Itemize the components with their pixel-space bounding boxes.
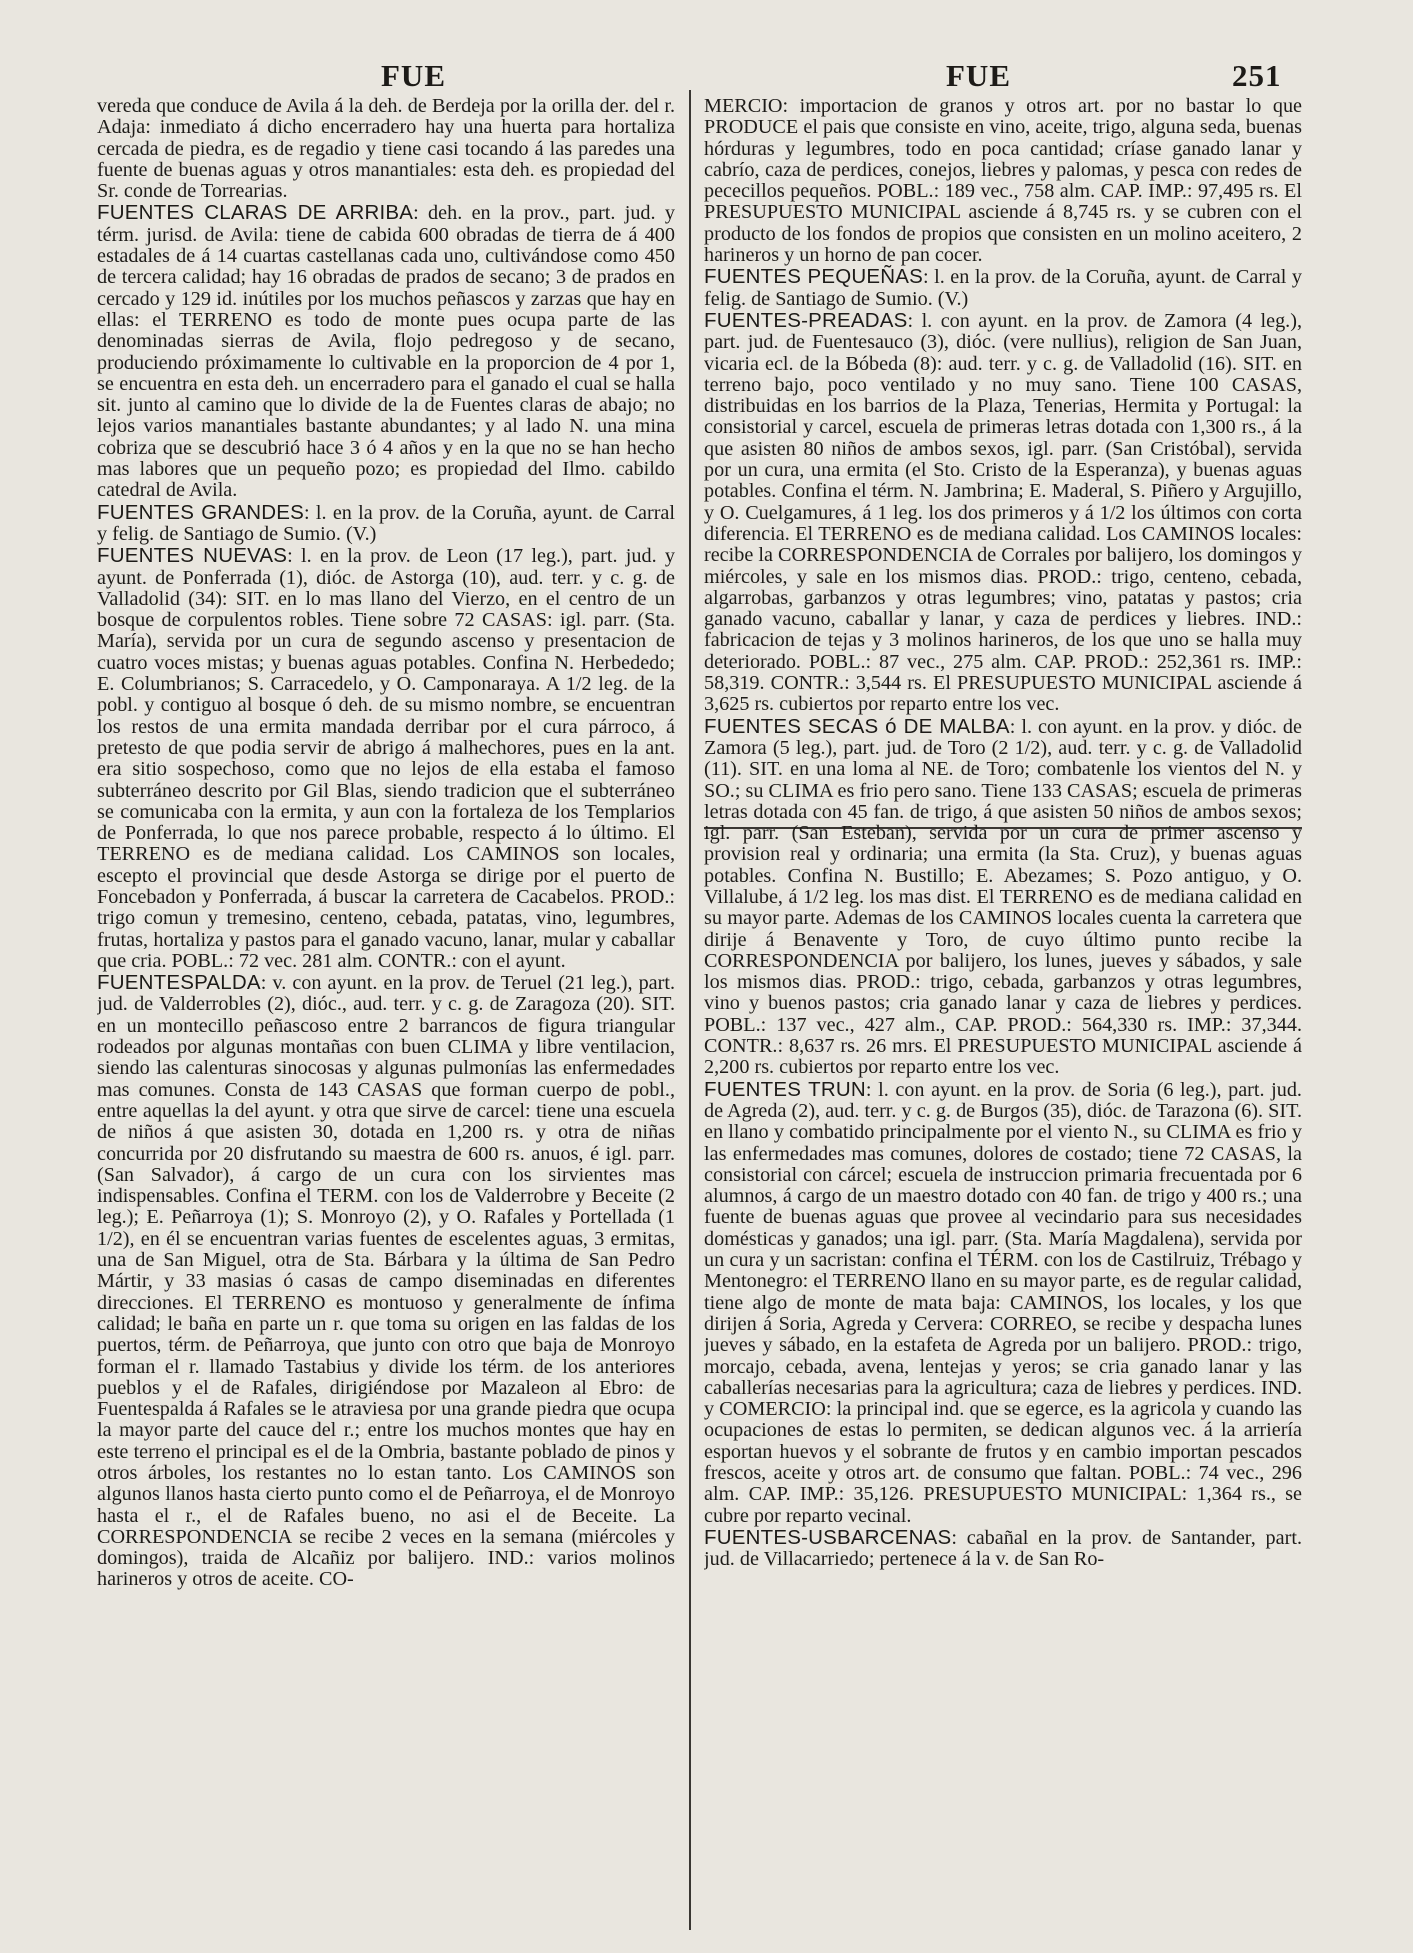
right-column xyxy=(704,96,1302,1931)
entry-headword: FUENTES TRUN xyxy=(704,1077,866,1101)
dictionary-entry xyxy=(97,502,675,546)
entry-body: : l. en la prov. de la Coruña, ayunt. de Carral y felig. de Santiago de Sumio. (V.) xyxy=(97,501,675,545)
running-head-left: FUE xyxy=(381,58,446,93)
dictionary-entry xyxy=(97,972,675,1591)
entry-headword: FUENTES NUEVAS xyxy=(97,544,288,568)
entry-headword: FUENTES SECAS ó DE MALBA xyxy=(704,714,1010,738)
entry-body: : cabañal en la prov. de Santander, part. jud. de Villacarriedo; pertenece á la v. de San Ro- xyxy=(704,1526,1302,1571)
entry-headword: FUENTES-USBARCENAS xyxy=(704,1525,952,1549)
dictionary-entry xyxy=(704,310,1302,716)
entry-headword: FUENTES-PREADAS xyxy=(704,308,908,332)
page-header xyxy=(0,58,1413,98)
entry-headword: FUENTES GRANDES xyxy=(97,500,304,524)
entry-body: : l. con ayunt. en la prov. de Zamora (4 leg.), part. jud. de Fuentesauco (3), dióc. (vere nullius), religion de San Juan, vicaria ecl. de la Bóbeda (8): aud. terr. y c. g. de Valladolid (16). SIT. en terreno bajo, poco ventilado y no muy sano. Tiene 100 CASAS, distribuidas en los barrios de la Plaza, Tenerias, Hermita y Portugal: la consistorial y carcel, escuela de primeras letras dotada con 1,300 rs., á la que asisten 80 niños de ambos sexos, igl. parr. (San Cristóbal), servida por un cura, una ermita (el Sto. Cristo de la Esperanza), y buenas aguas potables. Confina el térm. N. Jambrina; E. Maderal, S. Piñero y Argujillo, y O. Cuelgamures, á 1 leg. los dos primeros y á 1/2 los últimos con corta diferencia. El TERRENO es de mediana calidad. Los CAMINOS locales: recibe la CORRESPONDENCIA de Corrales por balijero, los domingos y miércoles, y sale en los mismos dias. PROD.: trigo, centeno, cebada, algarrobas, garbanzos y otras legumbres; vino, patatas y pastos; cria ganado vacuno, caballar y lanar, y caza de perdices y liebres. IND.: fabricacion de tejas y 3 molinos harineros, de los que uno se halla muy deteriorado. POBL.: 87 vec., 275 alm. CAP. PROD.: 252,361 rs. IMP.: 58,319. CONTR.: 3,544 rs. El PRESUPUESTO MUNICIPAL asciende á 3,625 rs. cubiertos por reparto entre los vec. xyxy=(704,309,1302,716)
dictionary-entry xyxy=(704,1527,1302,1571)
entry-body: : l. con ayunt. en la prov. y dióc. de Zamora (5 leg.), part. jud. de Toro (2 1/2), aud. terr. y c. g. de Valladolid (11). SIT. en una loma al NE. de Toro; combatenle los vientos del N. y SO.; su CLIMA es frio pero sano. Tiene 133 CASAS; escuela de primeras letras dotada con 45 fan. de trigo, á que asisten 50 niños de ambos sexos; igl. parr. (San Esteban), servida por un cura de primer ascenso y provision real y ordinaria; una ermita (la Sta. Cruz), y buenas aguas potables. Confina N. Bustillo; E. Abezames; S. Pozo antiguo, y O. Villalube, á 1/2 leg. los mas dist. El TERRENO es de mediana calidad en su mayor parte. Ademas de los CAMINOS locales cuenta la carretera que dirije á Benavente y Toro, de cuyo último punto recibe la CORRESPONDENCIA por balijero, los lunes, jueves y sábados, y sale los mismos dias. PROD.: trigo, cebada, garbanzos y otras legumbres, vino y buenos pastos; cria ganado lanar y caza de liebres y perdices. POBL.: 137 vec., 427 alm., CAP. PROD.: 564,330 rs. IMP.: 37,344. CONTR.: 8,637 rs. 26 mrs. El PRESUPUESTO MUNICIPAL asciende á 2,200 rs. cubiertos por reparto entre los vec. xyxy=(704,715,1302,1079)
dictionary-entry xyxy=(704,1079,1302,1527)
running-head-right: FUE xyxy=(946,58,1011,93)
entry-headword: FUENTESPALDA xyxy=(97,971,261,995)
entry-body: : l. en la prov. de la Coruña, ayunt. de Carral y felig. de Santiago de Sumio. (V.) xyxy=(704,266,1302,310)
dictionary-entry xyxy=(704,266,1302,310)
continued-text: MERCIO: importacion de granos y otros art. por no bastar lo que PRODUCE el pais que consiste en vino, aceite, trigo, alguna seda, buenas hórduras y legumbres, todo en poca cantidad; críase ganado lanar y cabrío, caza de perdices, conejos, liebres y palomas, y pesca con redes de pececillos pequeños. POBL.: 189 vec., 758 alm. CAP. IMP.: 97,495 rs. El PRESUPUESTO MUNICIPAL asciende á 8,745 rs. y se cubren con el producto de los fondos de propios que consisten en un molino aceitero, 2 harineros y un horno de pan cocer. xyxy=(704,96,1302,267)
entry-body: : v. con ayunt. en la prov. de Teruel (21 leg.), part. jud. de Valderrobles (2), dióc., aud. terr. y c. g. de Zaragoza (20). SIT. en un montecillo peñascoso entre 2 barrancos de figura triangular rodeados por algunas montañas con buen CLIMA y libre ventilacion, siendo las calenturas sinocosas y algunas pulmonías las enfermedades mas comunes. Consta de 143 CASAS que forman cuerpo de pobl., entre aquellas la del ayunt. y otra que sirve de carcel: tiene una escuela de niños á que asisten 30, dotada en 1,200 rs. y otra de niñas concurrida por 20 disfrutando su maestra de 600 rs. anuos, é igl. parr. (San Salvador), á cargo de un cura con los sirvientes mas indispensables. Confina el TERM. con los de Valderrobre y Beceite (2 leg.); E. Peñarroya (1); S. Monroyo (2), y O. Rafales y Portellada (1 1/2), en él se encuentran varias fuentes de escelentes aguas, 3 ermitas, una de San Miguel, otra de Sta. Bárbara y la última de San Pedro Mártir, y 33 masias ó casas de campo diseminadas en diferentes direcciones. El TERRENO es montuoso y generalmente de ínfima calidad; le baña en parte un r. que toma su origen en las faldas de los puertos, térm. de Peñarroya, que junto con otro que baja de Monroyo forman el r. llamado Tastabius y divide los térm. de los anteriores pueblos y el de Rafales, dirigiéndose por Mazaleon al Ebro: de Fuentespalda á Rafales se le atraviesa por una grande piedra que ocupa la mayor parte del cauce del r.; entre los muchos montes que hay en este terreno el principal es el de la Ombria, bastante poblado de pinos y otros árboles, los restantes no lo estan tanto. Los CAMINOS son algunos llanos hasta cierto punto como el de Peñarroya, el de Monroyo hasta el r., el de Rafales bueno, no asi el de Beceite. La CORRESPONDENCIA se recibe 2 veces en la semana (miércoles y domingos), traida de Alcañiz por balijero. IND.: varios molinos harineros y otros de aceite. CO- xyxy=(97,972,675,1591)
entry-body: : deh. en la prov., part. jud. y térm. jurisd. de Avila: tiene de cabida 600 obradas de tierra de á 400 estadales de á 14 cuartas castellanas cada uno, cultivándose como 450 de tercera calidad; hay 16 obradas de prados de secano; 3 de prados en cercado y 129 id. inútiles por los muchos peñascos y zarzas que hay en ellas: el TERRENO es todo de monte pues ocupa parte de las denominadas sierras de Avila, flojo pedregoso y de secano, produciendo próximamente lo cultivable en la proporcion de 4 por 1, se encuentra en esta deh. un encerradero para el ganado el cual se halla sit. junto al camino que lo divide de la de Fuentes claras de abajo; no lejos varios manantiales bastante abundantes; y al lado N. una mina cobriza que se descubrió hace 3 ó 4 años y en la que no se han hecho mas labores que un pequeño pozo; es propiedad del Ilmo. cabildo catedral de Avila. xyxy=(97,202,675,502)
dictionary-entry xyxy=(97,202,675,501)
continued-text: vereda que conduce de Avila á la deh. de Berdeja por la orilla der. del r. Adaja: inmediato á dicho encerradero hay una huerta para hortaliza cercada de piedra, es de regadio y tiene casi tocando á las paredes una fuente de buenas aguas y otros manantiales: esta deh. es propiedad del Sr. conde de Torrearias. xyxy=(97,96,675,203)
entry-headword: FUENTES PEQUEÑAS xyxy=(704,265,923,289)
left-column xyxy=(97,96,675,1931)
dictionary-entry xyxy=(704,716,1302,1079)
entry-headword: FUENTES CLARAS DE ARRIBA xyxy=(97,201,414,225)
entry-body: : l. con ayunt. en la prov. de Soria (6 leg.), part. jud. de Agreda (2), aud. terr. y c. g. de Burgos (35), dióc. de Tarazona (6). SIT. en llano y combatido principalmente por el viento N., su CLIMA es frio y las enfermedades mas comunes, dolores de costado; tiene 72 CASAS, la consistorial con cárcel; escuela de instruccion primaria frecuentada por 6 alumnos, á cargo de un maestro dotado con 40 fan. de trigo y 400 rs.; una fuente de buenas aguas que provee al vecindario para sus necesidades domésticas y ganados; una igl. parr. (Sta. María Magdalena), servida por un cura y un sacristan: confina el TÉRM. con los de Castilruiz, Trébago y Mentonegro: el TERRENO llano en su mayor parte, es de regular calidad, tiene algo de monte de mata baja: CAMINOS, los locales, y los que dirijen á Soria, Agreda y Cervera: CORREO, se recibe y despacha lunes jueves y sábado, en la estafeta de Agreda por un balijero. PROD.: trigo, morcajo, cebada, avena, lentejas y yeros; se cria ganado lanar y las caballerías necesarias para la agricultura; caza de liebres y perdices. IND. y COMERCIO: la principal ind. que se egerce, es la agricola y cuando las ocupaciones de estas lo permiten, se dedican algunos vec. á la arriería esportan huevos y el sobrante de frutos y en cambio importan pescados frescos, aceite y otros art. de consumo que faltan. POBL.: 74 vec., 296 alm. CAP. IMP.: 35,126. PRESUPUESTO MUNICIPAL: 1,364 rs., se cubre por reparto vecinal. xyxy=(704,1078,1302,1527)
entry-body: : l. en la prov. de Leon (17 leg.), part. jud. y ayunt. de Ponferrada (1), dióc. de Astorga (10), aud. terr. y c. g. de Valladolid (34): SIT. en lo mas llano del Vierzo, en el centro de un bosque de corpulentos robles. Tiene sobre 72 CASAS: igl. parr. (Sta. María), servida por un cura de segundo ascenso y presentacion de cuatro voces mistas; y buenas aguas potables. Confina N. Herbededo; E. Columbrianos; S. Carracedelo, y O. Camponaraya. A 1/2 leg. de la pobl. y contiguo al bosque ó deh. de su mismo nombre, se encuentran los restos de una ermita mandada derribar por el cura párroco, á pretesto de que podia servir de abrigo á malhechores, pues en la ant. era sitio sospechoso, como que no lejos de ella estaba el famoso subterráneo descrito por Gil Blas, siendo tradicion que el subterráneo se comunicaba con la ermita, y aun con la fortaleza de los Templarios de Ponferrada, lo que nos parece probable, respecto á lo último. El TERRENO es de mediana calidad. Los CAMINOS son locales, escepto el provincial que desde Astorga se dirige por el puerto de Foncebadon y Ponferrada, á buscar la carretera de Cacabelos. PROD.: trigo comun y tremesino, centeno, cebada, patatas, vino, legumbres, frutas, hortaliza y pastos para el ganado vacuno, lanar, mular y caballar que cria. POBL.: 72 vec. 281 alm. CONTR.: con el ayunt. xyxy=(97,545,675,972)
column-divider xyxy=(689,90,691,1930)
dictionary-entry xyxy=(97,545,675,972)
page-number: 251 xyxy=(1232,58,1282,93)
